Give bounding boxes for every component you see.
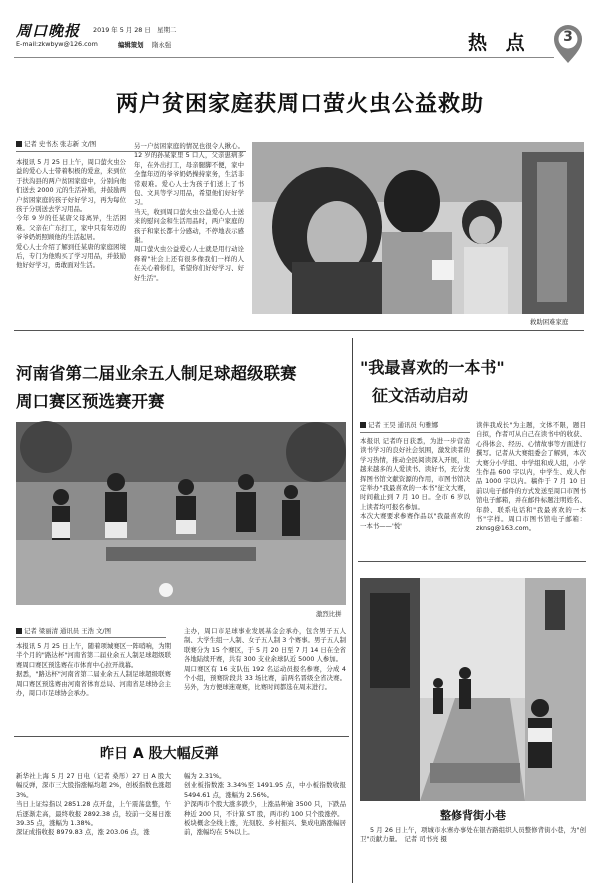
lead-photo: [252, 142, 584, 314]
alley-caption: 5 月 26 日上午，项城市水寨办事处在银杏路组织人员整修背街小巷，为"创卫"贡献力量。 记者 司书亮 摄: [360, 826, 586, 844]
alley-title: 整修背街小巷: [440, 809, 506, 822]
football-byline-rule: [16, 637, 166, 638]
book-byline-rule: [360, 432, 470, 433]
lead-body-col1: 本报讯 5 月 25 日上午，周口萤火虫公益的爱心人士带着积极的爱意，来到位于扶沟县的两户贫困家庭中，分别向他们送去 2000 元的生活补贴，并鼓励两户贫困家庭的孩子好好学习，再为每位孩子分别送去学习用品。 今年 9 岁的任某唐父母离异，生活困难。父亲在广东打工，家中只有年迈的爷爷奶奶照顾他的生活起居。 爱心人士介绍了解到任某唐的家庭困境后，专门为他购买了学习用品，并鼓励他好好学习，勇敢面对生活。: [16, 158, 126, 270]
masthead: [0, 0, 600, 74]
lead-byline-text: 记者 史书杰 张志新 文/图: [24, 140, 97, 148]
page-number: 3: [563, 29, 573, 45]
football-headline-1: 河南省第二届业余五人制足球超级联赛: [16, 364, 297, 383]
book-byline: [360, 421, 470, 430]
issue-date: 2019 年 5 月 28 日 星期二: [93, 26, 177, 34]
editor-label: 编辑策划: [118, 41, 144, 49]
book-byline-text: 记者 王昊 通讯员 句雅娜: [368, 421, 438, 429]
stock-body-col2: 幅为 2.31%。 创业板指数涨 3.34%至 1491.95 点，中小板指数收报 5494.61 点，涨幅为 2.56%。 沪深两市个股大涨多跌少，上涨品种逾 3500 只，下跌品种近 200 只，不计算 ST 股，两市约 100 只个股涨停。 板块概念全线上涨，光刻胶、乡村振兴、集成电路涨幅居前，涨幅均在 5%以上。: [184, 772, 346, 837]
contact-email: E-mail:zkwbyw@126.com: [16, 40, 98, 48]
column-divider: [352, 338, 353, 883]
masthead-rule: [14, 57, 554, 58]
stock-body-col1: 新华社上海 5 月 27 日电（记者 桑彤）27 日 A 股大幅反弹，深市三大股指涨幅均超 2%，创板指数也涨超 3%。 当日上证综指以 2851.28 点开盘，上午震荡盘整，午后逐渐走高，最终收报 2892.38 点，较前一交易日涨 39.35 点，涨幅为 1.38%。 深证成指收报 8979.83 点，涨 203.06 点，涨: [16, 772, 171, 837]
book-headline-1: "我最喜欢的一本书": [360, 358, 505, 377]
book-headline-2: 征文活动启动: [372, 386, 469, 405]
alley-repair-photo: [360, 578, 586, 801]
football-body-col2: 主办，周口市足球事业发展基金会承办，包含男子五人制、大学生组一人制、女子五人制 3 个赛事。男子五人制联赛分为 15 个赛区，于 5 月 20 日至 7 月 14 日在全省各地陆续开赛，共有 300 支业余球队近 5000 人参加。 周口赛区有 16 支队伍 192 名运动员报名参赛，分成 4 个小组，预赛阶段共 33 场比赛，前两名晋级全省决赛。另外，为方便球迷观赛，比赛时间都选在周末进行。: [184, 627, 346, 692]
children-receiving-aid-photo: [252, 142, 584, 314]
lead-photo-caption: 救助困难家庭: [530, 318, 569, 326]
stock-headline: 昨日 A 股大幅反弹: [100, 746, 219, 762]
football-byline-text: 记者 梁丽清 通讯员 王浩 文/图: [24, 627, 111, 635]
football-bottom-rule: [14, 736, 349, 737]
football-body-col1: 本报讯 5 月 25 日上午，随着项城赛区一阵哨响，为期半个月的"路达杯"河南省第二届业余五人制足球超级联赛周口赛区预选赛在市体育中心拉开战幕。 据悉，"路达杯"河南省第二届业余五人制足球超级联赛周口赛区预选赛由河南省体育总局、河南省足球协会主办，周口市足球协会承办。: [16, 642, 171, 698]
football-headline-2: 周口赛区预选赛开赛: [16, 392, 165, 411]
football-match-photo: [16, 422, 346, 605]
football-photo-caption: 激烈比拼: [316, 610, 342, 618]
section-name: 热 点: [468, 32, 531, 54]
lead-headline: 两户贫困家庭获周口萤火虫公益救助: [115, 91, 484, 117]
byline-marker: [16, 141, 22, 147]
football-photo: [16, 422, 346, 605]
logo: 周口晚报: [16, 22, 81, 40]
byline-marker: [16, 628, 22, 634]
byline-marker: [360, 422, 366, 428]
book-bottom-rule: [358, 561, 586, 562]
lead-body-col2: 另一户贫困家庭的情况也很令人揪心。12 岁的孙某家里 5 口人，父亲患病多年，在外出打工，母亲腿脚不便，家中全靠年迈的爷爷奶奶操持家务，生活非常艰难。爱心人士为孩子们送上了书包、文具等学习用品，希望他们好好学习。 当天，收到周口萤火虫公益爱心人士送来的慰问金和生活用品时，两户家庭的孩子和家长都十分感动，不停地表示感谢。 周口萤火虫公益爱心人士就是用行动诠释着"社会上还有很多像我们一样的人在关心着你们，希望你们好好学习、好好生活"。: [134, 142, 244, 282]
lead-bottom-rule: [14, 330, 584, 331]
book-body-col1: 本报讯 记者昨日获悉，为进一步营造读书学习的良好社会氛围，激发读者的学习热情，推动全民阅读深入开展，让越来越多的人爱读书、读好书，充分发挥图书馆文献资源的作用，市图书馆决定举办"我最喜欢的一本书"征文大赛，时间截止到 7 月 10 日。全市 6 岁以上读者均可报名参加。 本次大赛要求参赛作品以"我最喜欢的一本书——'悦': [360, 437, 470, 530]
page-number-badge: [553, 25, 583, 64]
book-body-col2: 读伴我成长"为主题，文体不限，题目自拟，作者可从自己在读书中的收获、心得体会、经历、心情故事等方面进行撰写。记者从大赛组委会了解到，本次大赛分小学组、中学组和成人组，小学生作品 600 字以内，中学生、成人作品 1000 字以内。稿件于 7 月 10 日前以电子邮件的方式发送至周口市图书馆电子邮箱，并在邮件标题注明姓名、年龄、联系电话和"我最喜欢的一本书"字样。周口市图书馆电子邮箱：zknsg@163.com。: [476, 421, 586, 533]
alley-photo: [360, 578, 586, 801]
proofreader: 隋永强: [152, 41, 172, 49]
